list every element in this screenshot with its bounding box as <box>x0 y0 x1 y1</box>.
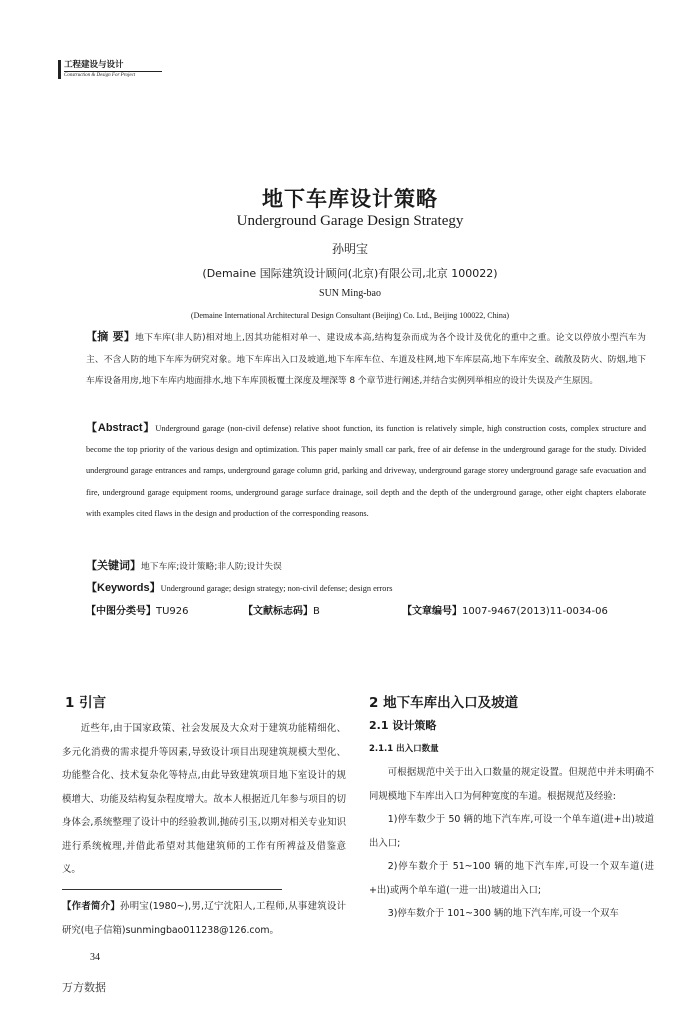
journal-name-en: Construction & Design For Project <box>64 71 162 79</box>
journal-name-cn: 工程建设与设计 <box>64 60 124 70</box>
abstract-cn <box>86 326 646 393</box>
paper-title-en: Underground Garage Design Strategy <box>236 213 464 229</box>
keywords-cn-label: 【关键词】 <box>86 559 141 572</box>
clc-number <box>86 602 189 617</box>
article-number <box>402 602 608 617</box>
keywords-en-label: 【Keywords】 <box>86 582 161 594</box>
page-number: 34 <box>90 952 100 963</box>
watermark-text: 万方数据 <box>62 981 106 994</box>
document-code <box>243 602 320 617</box>
affiliation-en: (Demaine International Architectural Design Consultant (Beijing) Co. Ltd., Beijing 100022, China) <box>190 311 510 320</box>
keywords-en <box>86 578 646 599</box>
list-item: 2)停车数介于 51~100 辆的地下汽车库,可设一个双车道(进+出)或两个单车道(一进一出)坡道出入口; <box>369 861 654 896</box>
article-label: 【文章编号】 <box>402 606 462 617</box>
affiliation-cn: (Demaine 国际建筑设计顾问(北京)有限公司,北京 100022) <box>202 267 498 280</box>
journal-header <box>58 60 162 79</box>
section-1-heading: 1 引言 <box>65 695 107 711</box>
paper-title-cn: 地下车库设计策略 <box>262 187 438 211</box>
author-bio-label: 【作者简介】 <box>62 901 121 912</box>
author-name-en: SUN Ming-bao <box>319 288 381 299</box>
doc-label: 【文献标志码】 <box>243 606 313 617</box>
article-value: 1007-9467(2013)11-0034-06 <box>462 606 608 617</box>
abstract-cn-text: 地下车库(非人防)相对地上,因其功能相对单一、建设成本高,结构复杂而成为各个设计及优化的重中之重。论文以停放小型汽车为主、不含人防的地下车库为研究对象。地下车库出入口及坡道,地下车库车位、车道及柱网,地下车库层高,地下车库安全、疏散及防火、防烟,地下车库设备用房,地下车库内地面排水,地下车库顶板覆土深度及埋深等 8 个章节进行阐述,并结合实例列举相应的设计失误及产生原因。 <box>86 333 646 386</box>
section-2-heading: 2 地下车库出入口及坡道 <box>369 695 519 711</box>
abstract-en-text: Underground garage (non-civil defense) relative shoot function, its function is relatively simple, high construction costs, complex structure and become the top priority of the various design and optimization. This paper mainly small car park, free of air defense in the underground garage for the study. Divided underground garage entrances and ramps, underground garage column grid, parking and driveway, underground garage storey underground garage safe evacuation and fire, underground garage equipment rooms, underground garage surface drainage, soil depth and the depth of the underground garage, other eight chapters elaborate with examples cited flaws in the design and production of the corresponding reasons. <box>86 424 646 518</box>
abstract-en <box>86 418 646 524</box>
keywords-en-text: Underground garage; design strategy; non-civil defense; design errors <box>160 584 393 593</box>
keywords-cn <box>86 555 646 579</box>
list-item: 3)停车数介于 101~300 辆的地下汽车库,可设一个双车 <box>387 908 619 919</box>
keywords-cn-text: 地下车库;设计策略;非人防;设计失误 <box>141 562 282 572</box>
section-2-body <box>369 761 654 926</box>
section-2-paragraph: 可根据规范中关于出入口数量的规定设置。但规范中并未明确不同规模地下车库出入口为何种宽度的车道。根据规范及经验: <box>369 767 654 802</box>
clc-label: 【中图分类号】 <box>86 606 156 617</box>
author-bio-text: 孙明宝(1980~),男,辽宁沈阳人,工程师,从事建筑设计研究(电子信箱)sunmingbao011238@126.com。 <box>62 901 346 936</box>
author-bio-footnote <box>62 895 346 942</box>
list-item: 1)停车数少于 50 辆的地下汽车库,可设一个单车道(进+出)坡道出入口; <box>369 814 654 849</box>
section-1-paragraph: 近些年,由于国家政策、社会发展及大众对于建筑功能精细化、多元化消费的需求提升等因素,导致设计项目出现建筑规模大型化、功能整合化、技术复杂化等特点,由此导致建筑项目地下室设计的规模增大、功能及结构复杂程度增大。故本人根据近几年参与项目的切身体会,系统整理了设计中的经验教训,抛砖引玉,以期对相关专业知识进行系统梳理,并借此希望对其他建筑师的工作有所裨益及借鉴意义。 <box>62 723 346 875</box>
footnote-divider <box>62 889 282 890</box>
abstract-en-label: 【Abstract】 <box>86 422 156 434</box>
section-2-1-heading: 2.1 设计策略 <box>369 719 437 732</box>
clc-value: TU926 <box>156 606 189 617</box>
doc-value: B <box>313 606 320 617</box>
section-2-1-1-heading: 2.1.1 出入口数量 <box>369 744 439 754</box>
author-name-cn: 孙明宝 <box>331 242 368 256</box>
abstract-cn-label: 【摘 要】 <box>86 330 136 343</box>
